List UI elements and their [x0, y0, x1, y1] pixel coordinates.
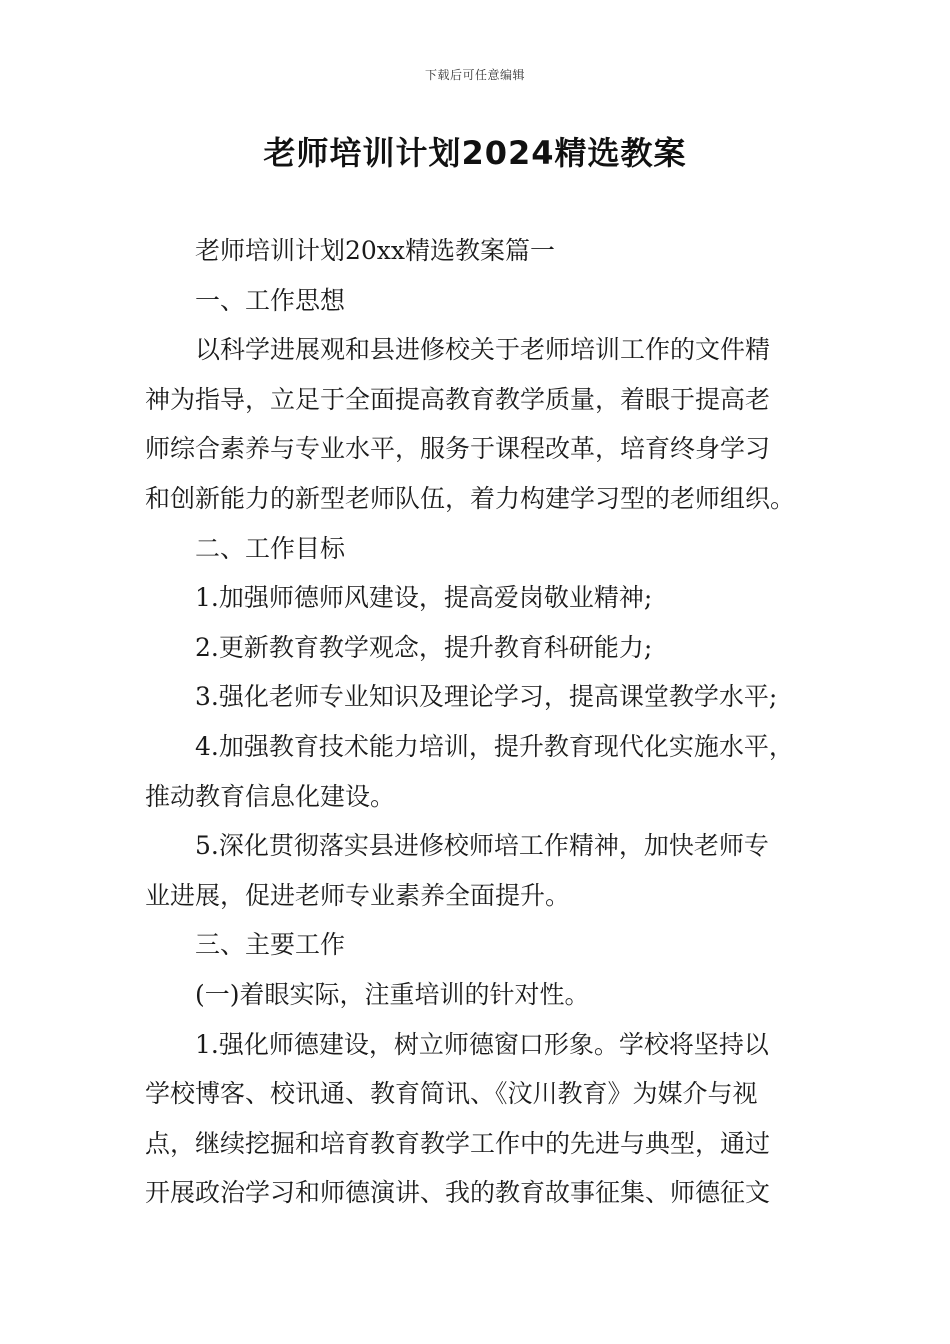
paragraph-line: 1.强化师德建设，树立师德窗口形象。学校将坚持以 — [195, 1029, 769, 1059]
paragraph-line: 3.强化老师专业知识及理论学习，提高课堂教学水平; — [195, 682, 778, 712]
paragraph-line: 4.加强教育技术能力培训，提升教育现代化实施水平， — [195, 731, 794, 761]
paragraph-line: (一)着眼实际，注重培训的针对性。 — [195, 979, 590, 1009]
paragraph-line: 学校博客、校讯通、教育简讯、《汶川教育》为媒介与视 — [145, 1079, 758, 1109]
paragraph-line: 三、主要工作 — [195, 930, 346, 960]
paragraph-line: 2.更新教育教学观念，提升教育科研能力; — [195, 632, 653, 662]
paragraph-line: 老师培训计划20xx精选教案篇一 — [195, 236, 556, 265]
paragraph-line: 以科学进展观和县进修校关于老师培训工作的文件精 — [195, 335, 771, 365]
header-note: 下载后可任意编辑 — [424, 68, 525, 82]
paragraph-line: 二、工作目标 — [195, 533, 346, 563]
paragraph-line: 推动教育信息化建设。 — [145, 781, 396, 811]
document-title: 老师培训计划2024精选教案 — [263, 134, 687, 172]
paragraph-line: 师综合素养与专业水平，服务于课程改革，培育终身学习 — [145, 434, 771, 464]
paragraph-line: 1.加强师德师风建设，提高爱岗敬业精神; — [195, 583, 653, 613]
paragraph-line: 开展政治学习和师德演讲、我的教育故事征集、师德征文 — [145, 1178, 771, 1208]
paragraph-line: 点，继续挖掘和培育教育教学工作中的先进与典型，通过 — [145, 1128, 771, 1158]
paragraph-line: 业进展，促进老师专业素养全面提升。 — [145, 880, 571, 910]
paragraph-line: 一、工作思想 — [195, 285, 346, 315]
paragraph-line: 和创新能力的新型老师队伍，着力构建学习型的老师组织。 — [145, 483, 796, 513]
document-body — [145, 226, 810, 1218]
paragraph-line: 5.深化贯彻落实县进修校师培工作精神，加快老师专 — [195, 831, 769, 861]
paragraph-line: 神为指导，立足于全面提高教育教学质量，着眼于提高老 — [145, 384, 771, 414]
